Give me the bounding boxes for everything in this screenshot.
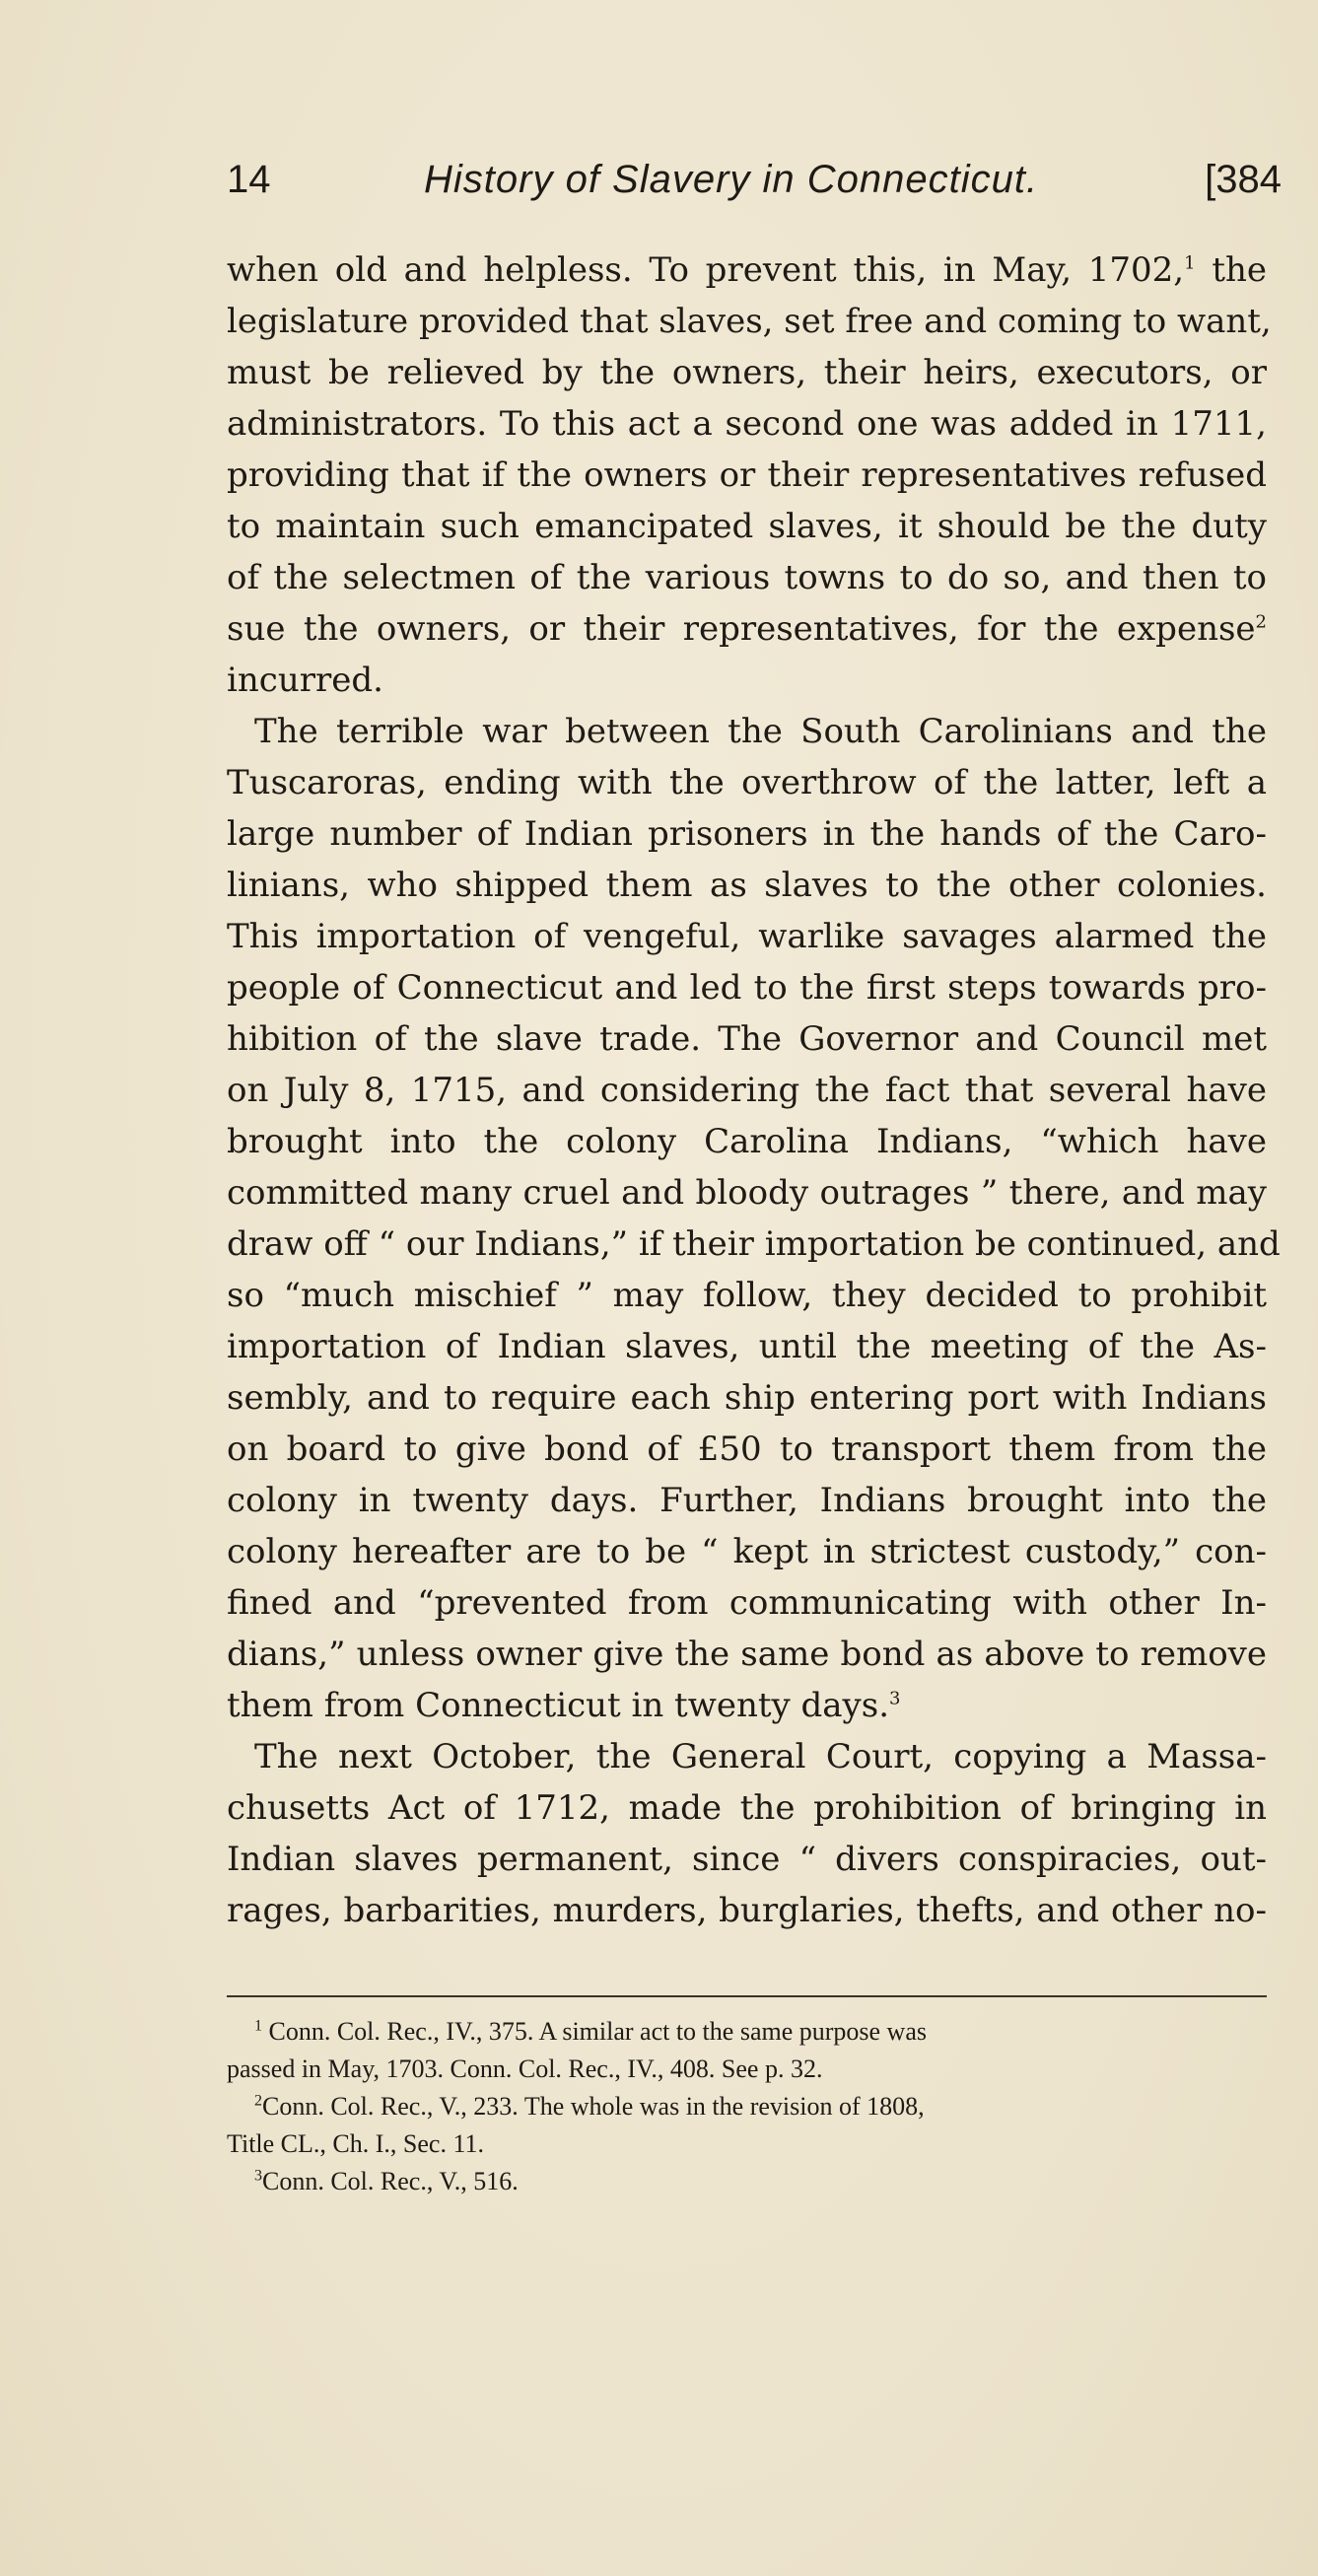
text-line: large number of Indian prisoners in the hands of the Caro- (227, 814, 1267, 854)
footnote-marker: 1 (1184, 252, 1196, 274)
footnote-number: 1 (254, 2017, 262, 2035)
footnote-line: $^1$ Conn. Col. Rec., IV., 375. A similar act to the same purpose was (254, 2017, 927, 2046)
footnotes (227, 2013, 1267, 2200)
text-line: dians,” unless owner give the same bond as above to remove (227, 1635, 1267, 1674)
text-line: them from Connecticut in twenty days.$^3$ (227, 1686, 901, 1725)
running-title: History of Slavery in Connecticut. (424, 158, 1039, 201)
body-text (227, 244, 1281, 1936)
bracket-page-number: [384 (1205, 158, 1282, 201)
text-line: when old and helpless. To prevent this, in May, 1702,$^1$ the (227, 250, 1267, 290)
footnote-divider (227, 1995, 1267, 1997)
text-line: colony in twenty days. Further, Indians brought into the (227, 1481, 1267, 1520)
footnote-number: 2 (254, 2092, 262, 2110)
text-line: brought into the colony Carolina Indians, “which have (227, 1122, 1267, 1161)
text-line: importation of Indian slaves, until the meeting of the As- (227, 1327, 1267, 1366)
footnote-line: $^2$Conn. Col. Rec., V., 233. The whole was in the revision of 1808, (254, 2092, 925, 2121)
text-line: people of Connecticut and led to the first steps towards pro- (227, 968, 1267, 1008)
text-line: colony hereafter are to be “ kept in strictest custody,” con- (227, 1532, 1267, 1571)
footnote-marker: 2 (1255, 611, 1267, 633)
text-line: of the selectmen of the various towns to do so, and then to (227, 558, 1267, 597)
text-line: sue the owners, or their representatives, for the expense$^2$ (227, 609, 1267, 649)
footnote-marker: 3 (889, 1688, 901, 1709)
text-line: sembly, and to require each ship entering port with Indians (227, 1378, 1267, 1418)
text-line: The next October, the General Court, copying a Massa- (254, 1737, 1267, 1776)
text-line: hibition of the slave trade. The Governor and Council met (227, 1019, 1267, 1059)
text-line: on board to give bond of £50 to transport them from the (227, 1429, 1267, 1469)
text-line: administrators. To this act a second one was added in 1711, (227, 404, 1267, 444)
text-line: legislature provided that slaves, set free and coming to want, (227, 302, 1272, 341)
footnote-line: Title CL., Ch. I., Sec. 11. (227, 2129, 484, 2158)
text-line: rages, barbarities, murders, burglaries, thefts, and other no- (227, 1891, 1267, 1930)
text-line: Indian slaves permanent, since “ divers conspiracies, out- (227, 1840, 1267, 1879)
text-line: to maintain such emancipated slaves, it should be the duty (227, 507, 1267, 546)
text-line: The terrible war between the South Carolinians and the (254, 712, 1267, 751)
text-line: chusetts Act of 1712, made the prohibition of bringing in (227, 1788, 1267, 1828)
footnote-line: passed in May, 1703. Conn. Col. Rec., IV., 408. See p. 32. (227, 2054, 823, 2083)
text-line: committed many cruel and bloody outrages ” there, and may (227, 1173, 1267, 1213)
text-line: incurred. (227, 661, 383, 700)
running-head (227, 158, 1282, 217)
text-line: draw off “ our Indians,” if their importation be continued, and (227, 1224, 1281, 1264)
text-line: providing that if the owners or their representatives refused (227, 455, 1267, 495)
text-line: fined and “prevented from communicating with other In- (227, 1583, 1267, 1623)
footnote-number: 3 (254, 2167, 262, 2185)
text-line: linians, who shipped them as slaves to the other colonies. (227, 866, 1267, 905)
text-line: This importation of vengeful, warlike savages alarmed the (227, 917, 1267, 956)
text-line: so “much mischief ” may follow, they decided to prohibit (227, 1276, 1267, 1315)
text-line: on July 8, 1715, and considering the fact that several have (227, 1071, 1267, 1110)
footnote-line: $^3$Conn. Col. Rec., V., 516. (254, 2167, 519, 2195)
text-line: must be relieved by the owners, their heirs, executors, or (227, 353, 1267, 392)
text-line: Tuscaroras, ending with the overthrow of the latter, left a (227, 763, 1267, 802)
page-number: 14 (227, 158, 271, 201)
